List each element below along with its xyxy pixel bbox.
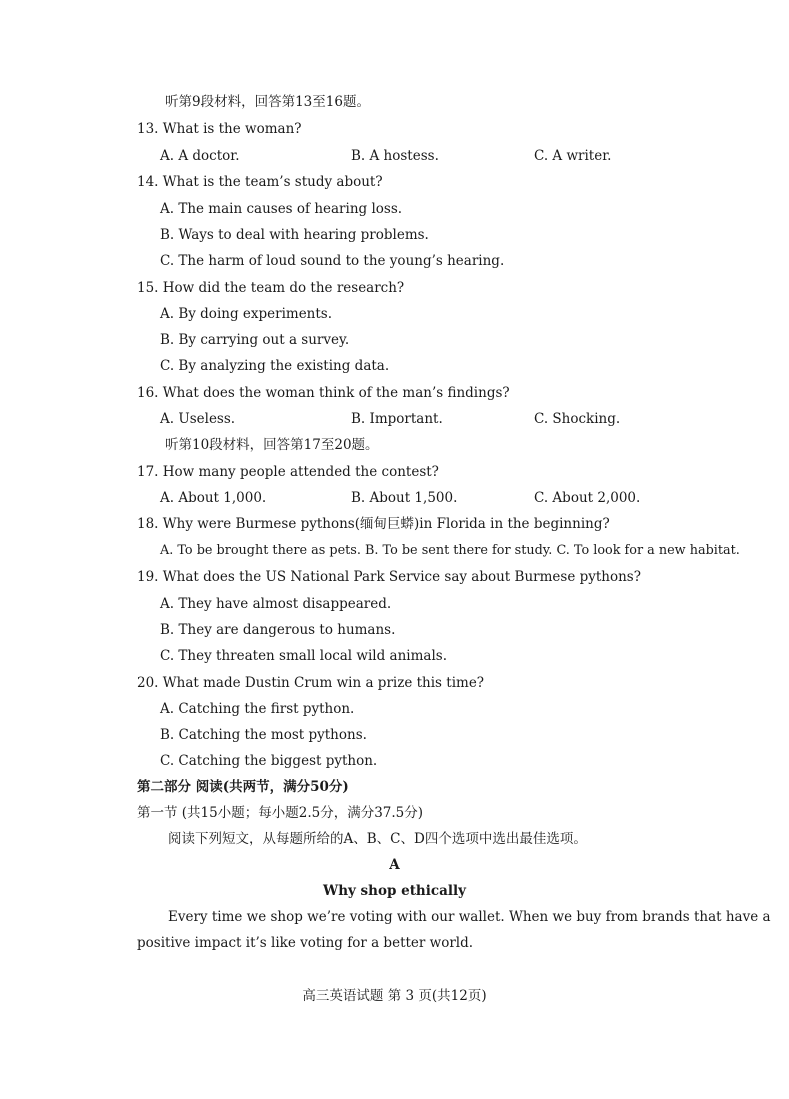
- question-18-stem: 18. Why were Burmese pythons(缅甸巨蟒)in Florida in the beginning?: [137, 516, 610, 532]
- question-14-option-a: A. The main causes of hearing loss.: [160, 201, 403, 217]
- question-16-option-a: A. Useless.: [160, 411, 236, 427]
- question-15-stem: 15. How did the team do the research?: [137, 280, 405, 296]
- passage-label: A: [389, 857, 400, 873]
- question-20-option-a: A. Catching the first python.: [160, 701, 355, 717]
- section-intro-9: 听第9段材料，回答第13至16题。: [165, 94, 370, 110]
- page-footer: 高三英语试题 第 3 页(共12页): [302, 988, 487, 1004]
- question-17-option-c: C. About 2,000.: [534, 490, 641, 506]
- section-intro-10: 听第10段材料，回答第17至20题。: [165, 437, 379, 453]
- question-15-option-b: B. By carrying out a survey.: [160, 332, 350, 348]
- passage-line-2: positive impact it’s like voting for a better world.: [137, 935, 474, 951]
- question-13-option-c: C. A writer.: [534, 148, 612, 164]
- question-16-option-c: C. Shocking.: [534, 411, 621, 427]
- question-17-stem: 17. How many people attended the contest?: [137, 464, 439, 480]
- question-14-stem: 14. What is the team’s study about?: [137, 174, 383, 190]
- question-19-stem: 19. What does the US National Park Service say about Burmese pythons?: [137, 569, 641, 585]
- question-13-option-a: A. A doctor.: [160, 148, 240, 164]
- reading-instruction: 阅读下列短文，从每题所给的A、B、C、D四个选项中选出最佳选项。: [168, 831, 587, 847]
- passage-line-1: Every time we shop we’re voting with our wallet. When we buy from brands that have a: [168, 909, 771, 925]
- section-1-heading: 第一节 (共15小题；每小题2.5分，满分37.5分): [137, 805, 424, 821]
- question-18-options: A. To be brought there as pets. B. To be sent there for study. C. To look for a new habitat.: [160, 543, 740, 558]
- question-20-option-c: C. Catching the biggest python.: [160, 753, 378, 769]
- question-19-option-a: A. They have almost disappeared.: [160, 596, 392, 612]
- question-20-stem: 20. What made Dustin Crum win a prize this time?: [137, 675, 485, 691]
- question-15-option-a: A. By doing experiments.: [160, 306, 333, 322]
- question-14-option-c: C. The harm of loud sound to the young’s hearing.: [160, 253, 505, 269]
- part-2-heading: 第二部分 阅读(共两节，满分50分): [137, 779, 349, 795]
- question-14-option-b: B. Ways to deal with hearing problems.: [160, 227, 429, 243]
- question-17-option-a: A. About 1,000.: [160, 490, 267, 506]
- question-13-stem: 13. What is the woman?: [137, 121, 302, 137]
- question-15-option-c: C. By analyzing the existing data.: [160, 358, 390, 374]
- question-20-option-b: B. Catching the most pythons.: [160, 727, 367, 743]
- question-19-option-b: B. They are dangerous to humans.: [160, 622, 396, 638]
- question-16-stem: 16. What does the woman think of the man’s findings?: [137, 385, 510, 401]
- question-19-option-c: C. They threaten small local wild animals.: [160, 648, 447, 664]
- question-13-option-b: B. A hostess.: [351, 148, 439, 164]
- question-17-option-b: B. About 1,500.: [351, 490, 458, 506]
- passage-title: Why shop ethically: [323, 883, 466, 899]
- question-16-option-b: B. Important.: [351, 411, 443, 427]
